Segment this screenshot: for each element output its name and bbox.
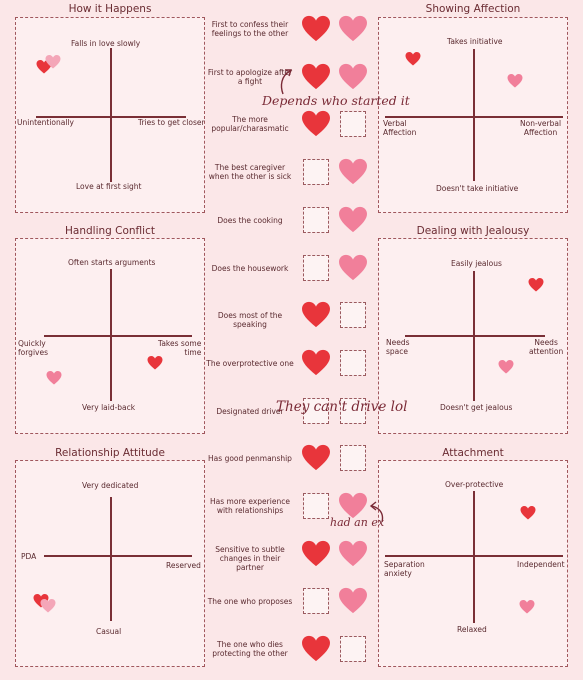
pink-heart-marker [498, 359, 514, 375]
x-axis [44, 555, 192, 557]
question-text: Sensitive to subtle changes in their partner [215, 544, 285, 572]
red-answer-box[interactable] [303, 493, 329, 519]
pink-heart-answer [338, 206, 368, 234]
label-right: Takes some time [158, 339, 202, 357]
question-text: The overprotective one [206, 358, 294, 368]
label-right: Non-verbal Affection [520, 119, 562, 137]
note-had-an-ex: had an ex [330, 516, 385, 529]
x-axis [405, 335, 545, 337]
label-left: Quickly forgives [18, 339, 48, 357]
panel-title-jealousy: Dealing with Jealousy [416, 225, 530, 237]
pink-heart-answer [338, 15, 368, 43]
question-text: Has good penmanship [208, 454, 292, 464]
red-heart-answer [301, 540, 331, 568]
question-text: The more popular/charasmatic [211, 115, 289, 134]
red-heart-answer [301, 15, 331, 43]
panel-showing-affection [378, 17, 568, 213]
label-bottom: Relaxed [457, 625, 487, 634]
pink-heart-answer [338, 540, 368, 568]
question-text: Does the housework [211, 263, 289, 273]
label-right: Reserved [166, 561, 201, 570]
panel-handling-conflict [15, 238, 205, 434]
label-left: Separation anxiety [384, 560, 425, 578]
panel-title-how: How it Happens [68, 3, 152, 15]
label-bottom: Very laid-back [82, 403, 136, 412]
y-axis [110, 497, 112, 621]
question-text: The one who proposes [207, 597, 293, 607]
panel-attachment [378, 460, 568, 667]
question-text: Does the cooking [217, 215, 283, 225]
label-top: Takes initiative [447, 37, 503, 46]
x-axis [44, 335, 192, 337]
red-answer-box[interactable] [303, 207, 329, 233]
note-cant-drive: They can't drive lol [276, 399, 408, 415]
question-text: Designated driver [216, 406, 284, 416]
question-text: First to confess their feelings to the other [211, 20, 289, 38]
red-heart-answer [301, 635, 331, 663]
label-left: Needs space [386, 338, 410, 356]
y-axis [110, 269, 112, 401]
red-heart-marker [520, 505, 536, 521]
question-text: First to apologize after a fight [207, 67, 293, 86]
red-heart-answer [301, 63, 331, 91]
red-heart-answer [301, 444, 331, 472]
panel-title-attachment: Attachment [442, 447, 504, 459]
red-heart-answer [301, 349, 331, 377]
panel-how-it-happens [15, 17, 205, 213]
panel-relationship-attitude [15, 460, 205, 667]
pink-heart-marker [519, 599, 535, 615]
panel-title-conflict: Handling Conflict [65, 225, 155, 237]
label-right: Tries to get closer [138, 118, 205, 127]
note-arrow [366, 500, 386, 524]
note-depends-who-started: Depends who started it [262, 93, 410, 108]
pink-heart-answer [338, 63, 368, 91]
label-top: Falls in love slowly [71, 39, 141, 48]
pink-answer-box[interactable] [340, 445, 366, 471]
question-text: The best caregiver when the other is sick [208, 163, 292, 182]
panel-title-attitude: Relationship Attitude [55, 447, 165, 459]
red-heart-answer [301, 110, 331, 138]
label-bottom: Love at first sight [76, 182, 142, 191]
question-text: Does most of the speaking [217, 311, 283, 330]
label-bottom: Doesn't take initiative [436, 184, 519, 193]
pink-heart-answer [338, 587, 368, 615]
pink-answer-box[interactable] [340, 302, 366, 328]
label-top: Easily jealous [451, 259, 502, 268]
label-top: Over-protective [445, 480, 504, 489]
red-heart-marker [147, 355, 163, 371]
label-left: Unintentionally [17, 118, 74, 127]
red-answer-box[interactable] [303, 588, 329, 614]
label-left: Verbal Affection [383, 119, 417, 137]
y-axis [473, 271, 475, 401]
pink-answer-box[interactable] [340, 111, 366, 137]
pink-answer-box[interactable] [340, 350, 366, 376]
red-heart-marker [405, 51, 421, 67]
y-axis [110, 48, 112, 182]
label-right: Independent [517, 560, 565, 569]
red-answer-box[interactable] [303, 255, 329, 281]
label-bottom: Doesn't get jealous [440, 403, 513, 412]
label-top: Often starts arguments [68, 258, 156, 267]
red-heart-answer [301, 301, 331, 329]
pink-answer-box[interactable] [340, 636, 366, 662]
pink-heart-marker [40, 598, 56, 614]
pink-heart-answer [338, 254, 368, 282]
label-right: Needs attention [529, 338, 564, 356]
note-arrow [278, 66, 294, 96]
red-answer-box[interactable] [303, 159, 329, 185]
label-bottom: Casual [96, 627, 122, 636]
label-top: Very dedicated [82, 481, 139, 490]
label-left: PDA [21, 552, 37, 561]
pink-heart-marker [507, 73, 523, 89]
question-text: Has more experience with relationships [210, 497, 290, 515]
red-heart-marker [528, 277, 544, 293]
pink-heart-marker [46, 370, 62, 386]
y-axis [473, 491, 475, 623]
question-text: The one who dies protecting the other [212, 640, 288, 659]
pink-heart-marker [45, 54, 61, 70]
y-axis [473, 49, 475, 181]
pink-heart-answer [338, 158, 368, 186]
panel-title-affection: Showing Affection [425, 3, 521, 15]
